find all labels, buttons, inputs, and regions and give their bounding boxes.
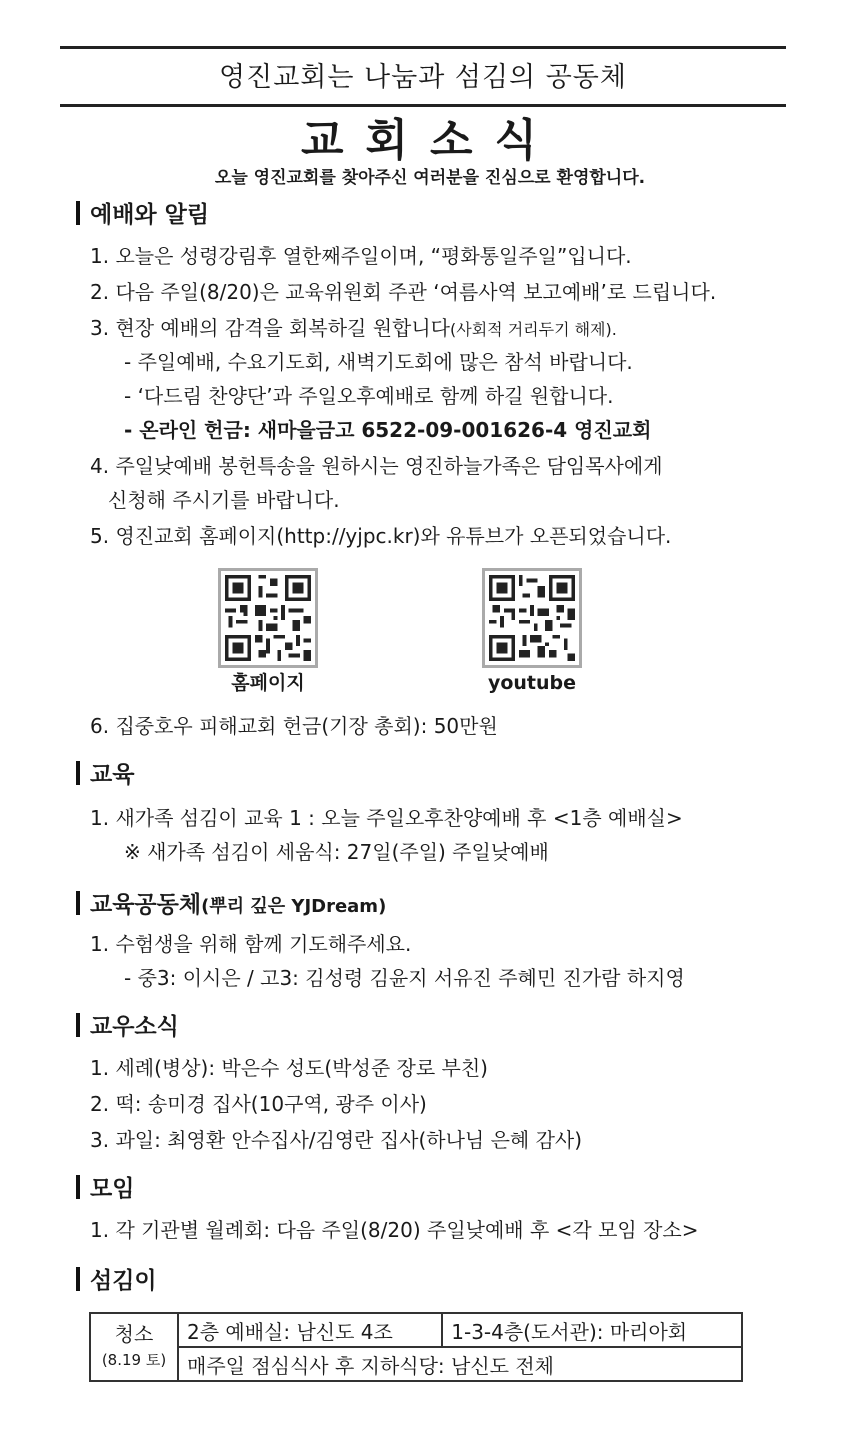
list-subitem: - 중3: 이시은 / 고3: 김성령 김윤지 서유진 주혜민 진가람 하지영	[124, 966, 685, 990]
section-heading-meetings	[76, 1172, 134, 1206]
list-item-continuation: 신청해 주시기를 바랍니다.	[108, 488, 340, 512]
service-duty-table	[89, 1312, 743, 1382]
online-offering-info: - 온라인 헌금: 새마을금고 6522-09-001626-4 영진교회	[124, 418, 652, 442]
section-heading-members	[76, 1010, 179, 1044]
section-title: 예배와 알림	[90, 202, 210, 228]
youtube-qr-code[interactable]	[482, 568, 582, 668]
duty-date: (8.19 토)	[101, 1351, 167, 1369]
list-item-text: 3. 현장 예배의 감격을 회복하길 원합니다	[90, 316, 450, 340]
list-item: 3. 과일: 최영환 안수집사/김영란 집사(하나님 은혜 감사)	[90, 1128, 583, 1152]
header-rule	[60, 104, 786, 107]
list-item-note: (사회적 거리두기 해제).	[450, 320, 617, 339]
list-item: 4. 주일낮예배 봉헌특송을 원하시는 영진하늘가족은 담임목사에게	[90, 454, 663, 478]
top-rule	[60, 46, 786, 49]
list-subitem: - ‘다드림 찬양단’과 주일오후예배로 함께 하길 원합니다.	[124, 384, 614, 408]
section-bar	[76, 1013, 80, 1037]
qr-code-icon	[221, 571, 315, 665]
table-cell: 2층 예배실: 남신도 4조	[178, 1313, 442, 1347]
section-title: 교우소식	[90, 1014, 179, 1040]
qr-code-icon	[485, 571, 579, 665]
list-item: 2. 떡: 송미경 집사(10구역, 광주 이사)	[90, 1092, 427, 1116]
section-bar	[76, 761, 80, 785]
list-item: 1. 새가족 섬김이 교육 1 : 오늘 주일오후찬양예배 후 <1층 예배실>	[90, 806, 683, 830]
welcome-message: 오늘 영진교회를 찾아주신 여러분을 진심으로 환영합니다.	[214, 168, 646, 188]
list-note: ※ 새가족 섬김이 세움식: 27일(주일) 주일낮예배	[124, 840, 549, 864]
list-item: 1. 각 기관별 월례회: 다음 주일(8/20) 주일낮예배 후 <각 모임 장소>	[90, 1218, 699, 1242]
table-cell: 1-3-4층(도서관): 마리아회	[442, 1313, 742, 1347]
section-subtitle: (뿌리 깊은 YJDream)	[201, 896, 387, 917]
section-title: 교육공동체	[90, 892, 202, 918]
page-title: 교회소식	[300, 115, 559, 166]
list-item: 5. 영진교회 홈페이지(http://yjpc.kr)와 유튜브가 오픈되었습니다.	[90, 524, 672, 548]
list-item: 2. 다음 주일(8/20)은 교육위원회 주관 ‘여름사역 보고예배’로 드립니다.	[90, 280, 717, 304]
section-heading-education	[76, 758, 134, 792]
section-heading-service	[76, 1264, 157, 1298]
section-bar	[76, 1267, 80, 1291]
table-cell: 매주일 점심식사 후 지하식당: 남신도 전체	[178, 1347, 742, 1381]
homepage-qr-label: 홈페이지	[231, 672, 305, 694]
youtube-qr-label: youtube	[487, 672, 577, 694]
section-title: 모임	[90, 1176, 135, 1202]
duty-label: 청소	[114, 1322, 154, 1346]
section-bar	[76, 201, 80, 225]
section-bar	[76, 1175, 80, 1199]
duty-label-cell	[90, 1313, 178, 1381]
section-bar	[76, 891, 80, 915]
table-row	[90, 1313, 742, 1347]
homepage-qr-code[interactable]	[218, 568, 318, 668]
section-title: 교육	[90, 762, 135, 788]
section-title: 섬김이	[90, 1268, 157, 1294]
list-item: 1. 오늘은 성령강림후 열한째주일이며, “평화통일주일”입니다.	[90, 244, 632, 268]
list-subitem: - 주일예배, 수요기도회, 새벽기도회에 많은 참석 바랍니다.	[124, 350, 633, 374]
section-heading-worship	[76, 198, 209, 232]
list-item: 1. 수험생을 위해 함께 기도해주세요.	[90, 932, 412, 956]
page-header: 영진교회는 나눔과 섬김의 공동체	[219, 62, 627, 93]
list-item: 6. 집중호우 피해교회 헌금(기장 총회): 50만원	[90, 714, 498, 738]
table-row	[90, 1347, 742, 1381]
list-item	[90, 312, 617, 346]
section-heading-community	[76, 888, 386, 924]
list-item: 1. 세례(병상): 박은수 성도(박성준 장로 부친)	[90, 1056, 488, 1080]
